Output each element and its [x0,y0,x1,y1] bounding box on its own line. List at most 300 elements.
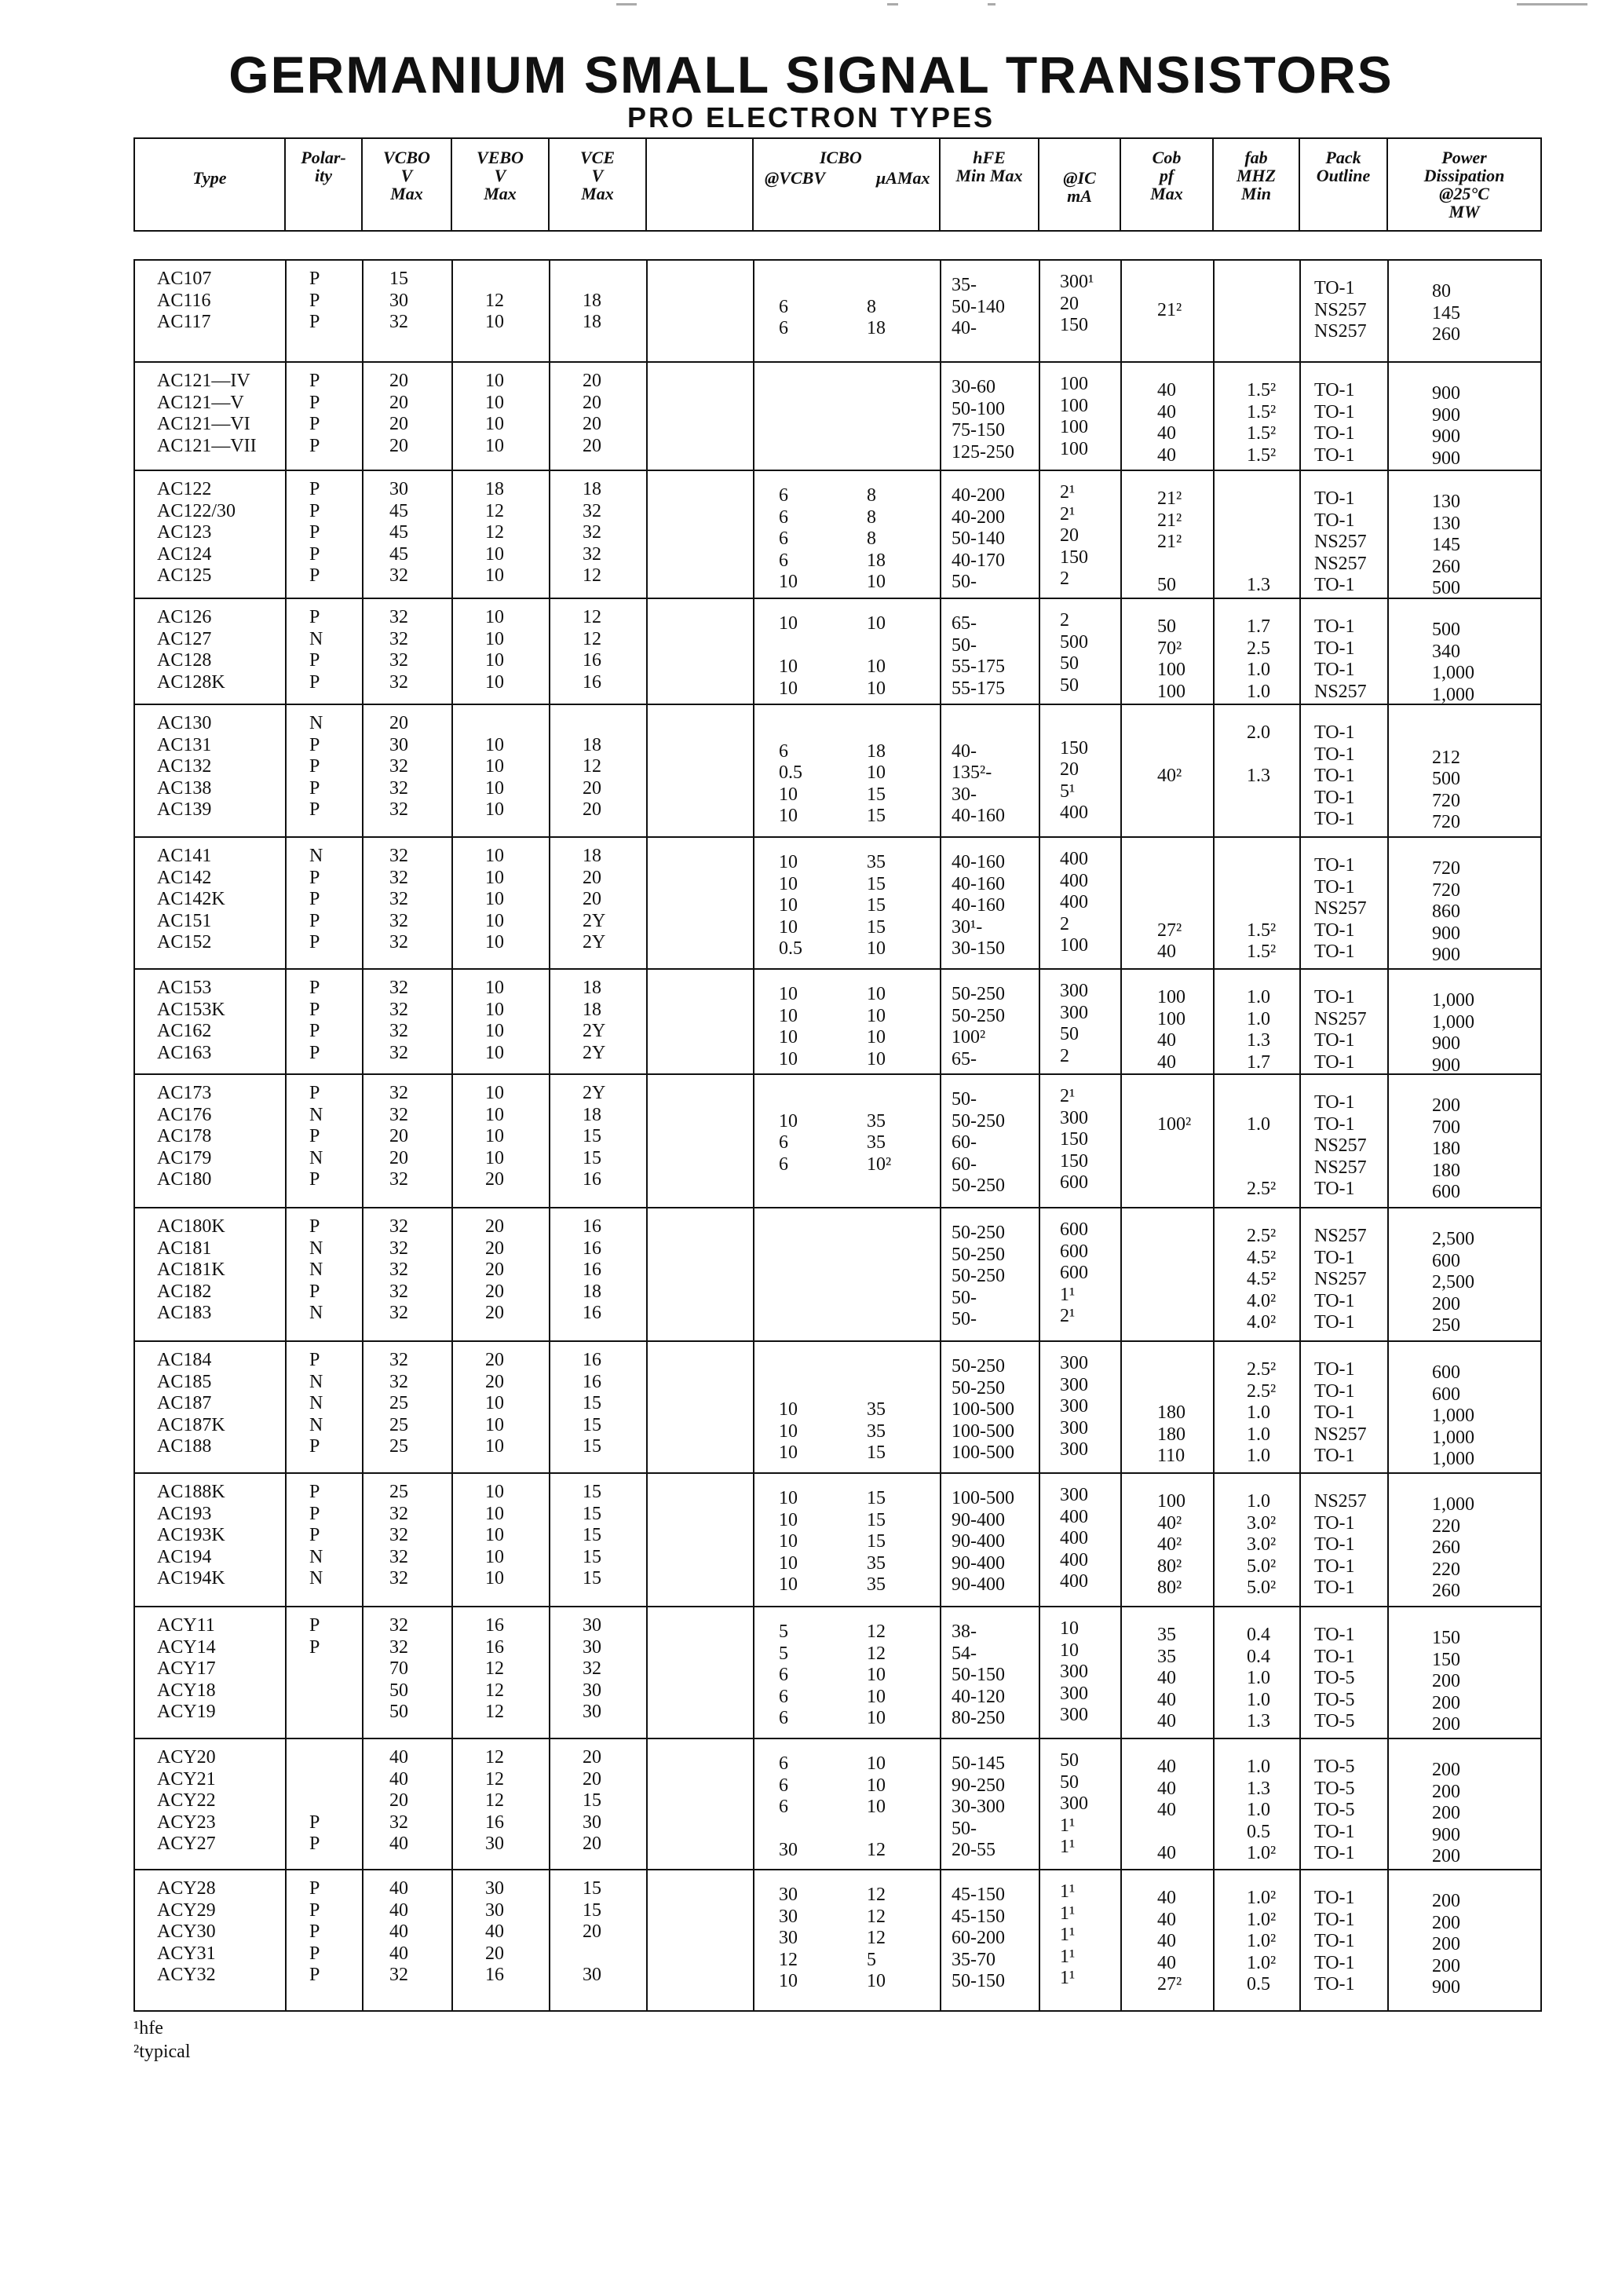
table-cell: 18 [867,550,886,571]
table-cell: 150 [1060,1129,1088,1150]
table-cell: 100 [1157,660,1185,680]
table-cell: P [309,1943,320,1964]
cell-vce [583,1615,601,1724]
table-cell: 30 [583,1615,601,1636]
table-cell: 30 [389,734,408,755]
table-cell: 600 [1060,1263,1088,1283]
cell-vebo [485,846,504,954]
cell-polarity [309,846,323,954]
table-cell: 35 [1157,1646,1176,1667]
cell-vce [583,1878,601,1987]
table-cell: 32 [583,500,601,521]
cell-vcbo [389,607,408,693]
table-cell: 6 [779,1775,788,1796]
table-cell: 21² [1157,488,1182,509]
header-line: Max [1150,184,1183,204]
table-cell: 1,000 [1432,663,1474,683]
table-cell [1432,726,1460,748]
table-cell: 10 [867,1005,886,1026]
table-cell: 200 [1432,1891,1460,1911]
cell-vcbo [389,713,408,821]
cell-power [1432,858,1460,967]
table-cell: 12 [583,565,601,586]
column-divider [285,261,287,2010]
table-cell: 40 [1157,423,1176,444]
table-cell: 30 [389,479,408,499]
table-cell: 2¹ [1060,1306,1076,1326]
table-cell: 300¹ [1060,272,1094,292]
cell-power [1432,281,1460,346]
table-cell: 50 [1157,575,1176,595]
table-cell: 20 [583,1747,601,1768]
table-cell: 16 [485,1812,504,1833]
cell-fab [1247,987,1270,1073]
table-cell: 30 [779,1885,798,1905]
header-line: μA [876,168,897,188]
table-cell: 32 [389,1083,408,1103]
table-cell: 80-250 [952,1708,1005,1728]
cell-vebo [485,1615,504,1724]
header-ic [1039,139,1121,230]
cell-hfe [952,1885,1005,1993]
table-cell: NS257 [1314,898,1367,919]
cell-cob [1157,1757,1176,1865]
footnote-hfe: ¹hfe [133,2018,163,2038]
table-cell: 10 [485,371,504,391]
table-cell: 20 [1060,293,1079,314]
table-cell: TO-1 [1314,1380,1355,1402]
table-cell: 6 [779,550,788,571]
table-cell: TO-1 [1314,919,1355,941]
table-cell: 400 [1060,849,1088,869]
table-cell: 10 [779,1488,798,1508]
table-cell: TO-1 [1314,766,1355,786]
table-cell: AC142K [157,889,225,909]
table-cell: 100-500 [952,1488,1014,1508]
table-cell: 40 [1157,1689,1176,1710]
cell-icbo [867,377,871,463]
cell-power [1432,1760,1460,1868]
table-cell [779,1266,784,1288]
table-cell: 50 [1060,1024,1079,1044]
cell-cob [1157,616,1185,703]
table-cell: ACY23 [157,1812,216,1833]
table-cell: 600 [1432,1182,1460,1202]
table-cell [1157,1135,1191,1157]
cell-ic [1060,1353,1088,1461]
table-cell: 180 [1157,1402,1185,1423]
table-cell: N [309,1568,323,1589]
table-cell: 10 [485,1083,504,1103]
cell-vcb [779,377,784,463]
table-cell: N [309,628,323,649]
table-cell: 10 [485,1147,504,1168]
table-cell: 20 [485,1281,504,1302]
table-cell [1247,532,1270,554]
table-cell: 12 [867,1906,886,1927]
table-cell: 32 [389,1812,408,1833]
table-cell: 200 [1432,1714,1460,1735]
cell-icbo [867,613,886,700]
table-cell: 30 [583,1680,601,1701]
cell-vebo [485,1350,504,1458]
cell-ic [1060,610,1088,696]
table-cell: P [309,1126,320,1146]
footnote-typical: ²typical [133,2042,191,2062]
cell-vcb [779,719,802,828]
cell-polarity [309,1747,320,1855]
table-cell [309,1747,320,1769]
table-cell: 0.5 [1247,1821,1270,1842]
table-cell: 1¹ [1060,1284,1076,1305]
table-cell: 400 [1060,803,1088,823]
cell-cob [1157,722,1182,831]
header-line: @IC [1063,168,1096,188]
table-cell: P [309,500,320,521]
table-cell: 1.5² [1247,919,1277,941]
table-cell: 40 [485,1921,504,1942]
cell-pack [1314,1757,1355,1865]
table-cell: 50- [952,1287,977,1308]
table-cell: 16 [485,1965,504,1985]
cell-icbo [867,1223,871,1331]
table-cell: 10 [485,777,504,799]
table-cell: 20 [1060,525,1079,546]
table-cell: TO-1 [1314,1359,1355,1380]
table-cell: 10 [485,889,504,909]
table-cell: 5¹ [1060,781,1076,802]
table-cell: P [309,1042,320,1063]
table-cell: P [309,1812,320,1833]
table-cell: P [309,777,320,799]
table-cell: ACY11 [157,1615,215,1636]
table-cell: 35- [952,275,977,295]
table-cell: 18 [583,479,601,499]
table-cell: 4.0² [1247,1290,1277,1311]
cell-polarity [309,1216,323,1325]
table-cell: 32 [389,756,408,777]
table-cell: 6 [779,1665,788,1685]
table-cell: AC163 [157,1042,212,1063]
table-cell: 50- [952,1089,977,1110]
cell-vcbo [389,978,408,1064]
table-cell: 600 [1432,1362,1460,1383]
table-cell: AC187K [157,1414,225,1435]
table-cell: 10 [485,435,504,456]
table-cell: NS257 [1314,1226,1367,1246]
table-cell [1247,809,1270,831]
cell-vcbo [389,846,408,954]
table-cell [485,269,504,291]
table-cell: 1.0 [1247,1800,1270,1820]
table-cell: 10 [485,1482,504,1502]
table-cell: 2Y [583,1083,606,1103]
table-cell: TO-5 [1314,1668,1355,1688]
table-cell [867,275,886,297]
table-cell: 1.3 [1247,766,1270,786]
table-cell: AC193K [157,1525,225,1545]
table-cell: NS257 [1314,321,1367,342]
table-cell: 2¹ [1060,482,1076,503]
cell-power [1432,620,1474,706]
table-cell: 12 [485,1768,504,1790]
group-divider [135,704,1540,705]
table-cell: 900 [1432,1824,1460,1845]
table-cell: 1.5² [1247,941,1277,962]
group-divider [135,598,1540,599]
table-cell: 30 [583,1965,601,1985]
table-cell: ACY22 [157,1790,216,1811]
table-cell [1157,1092,1191,1114]
table-cell: TO-5 [1314,1800,1355,1820]
table-cell: 10 [867,1797,886,1817]
cell-vebo [485,607,504,693]
column-divider [1213,261,1215,2010]
table-cell: 32 [389,978,408,998]
table-cell: 10 [867,1753,886,1774]
table-cell: 40 [389,1943,408,1964]
cell-polarity [309,1350,323,1458]
table-cell: TO-1 [1314,1446,1355,1466]
header-line: V [813,168,826,188]
cell-type [157,978,225,1064]
table-cell: P [309,392,320,413]
table-cell: 32 [389,312,408,332]
table-cell: 300 [1060,1793,1088,1814]
header-line: ity [315,166,332,186]
table-cell: 20 [583,392,601,413]
table-cell: 18 [583,978,601,998]
table-cell: 300 [1060,1485,1088,1505]
cell-ic [1060,272,1094,337]
cell-type [157,713,211,821]
table-cell [867,1245,871,1267]
table-cell: P [309,910,320,931]
group-divider [135,968,1540,970]
table-cell: 130 [1432,492,1460,512]
table-cell: 10 [867,613,886,634]
table-cell: 45 [389,500,408,521]
table-cell: 10 [779,1420,798,1442]
cell-pack [1314,855,1367,963]
cell-vce [583,1083,605,1191]
table-cell: 40-160 [952,873,1005,894]
table-cell: 1.0² [1247,1909,1277,1930]
table-cell: NS257 [1314,1491,1367,1512]
table-cell: 400 [1060,1506,1088,1527]
table-cell: 32 [389,846,408,866]
cell-power [1432,1229,1474,1337]
table-cell: 40 [1157,1952,1176,1973]
table-cell: 40- [952,318,977,338]
table-cell: 100 [1060,438,1088,459]
table-cell: P [309,932,320,952]
table-cell: N [309,1104,323,1125]
table-cell: 10 [485,671,504,693]
table-cell: ACY18 [157,1680,216,1701]
table-cell: 1¹ [1060,1946,1076,1967]
table-cell [1157,898,1182,920]
table-cell: 10 [779,572,798,592]
table-cell [867,399,871,421]
table-cell: AC185 [157,1371,212,1392]
table-cell: TO-1 [1314,1931,1355,1951]
table-cell: 70 [389,1658,408,1679]
table-cell: TO-1 [1314,941,1355,962]
table-cell: TO-1 [1314,1578,1355,1598]
table-cell: 27² [1157,919,1182,941]
table-cell: 10 [779,1531,798,1552]
table-cell: 10 [779,1399,798,1420]
table-cell: AC130 [157,713,212,733]
table-cell: 54- [952,1643,977,1664]
table-cell: AC187 [157,1393,212,1413]
table-cell: P [309,565,320,586]
table-cell: AC173 [157,1083,212,1103]
table-cell: AC183 [157,1303,212,1323]
table-cell: 50-250 [952,1356,1005,1377]
table-cell: 6 [779,1708,788,1728]
table-cell: 30-300 [952,1797,1005,1817]
table-cell: 10 [485,1503,504,1524]
table-cell: 2.5² [1247,1226,1277,1246]
table-cell: AC124 [157,543,212,565]
table-cell: 18 [583,1104,601,1125]
cell-ic [1060,482,1088,590]
cell-vcb [779,1223,784,1331]
table-cell: TO-1 [1314,1625,1355,1645]
table-cell: 50 [389,1680,408,1701]
table-cell: P [309,1436,320,1457]
table-cell: 6 [779,1753,788,1774]
table-cell: TO-1 [1314,787,1355,808]
table-cell: NS257 [1314,1157,1367,1178]
table-cell: 15 [867,806,886,826]
table-cell: AC182 [157,1281,212,1302]
cell-ic [1060,981,1088,1067]
table-cell [309,1790,320,1812]
table-cell: 2,500 [1432,1272,1474,1292]
header-hfe [941,139,1039,230]
cell-hfe [952,275,1005,340]
table-cell: P [309,1281,320,1302]
group-divider [135,1340,1540,1342]
table-cell [1157,1312,1162,1334]
table-cell: 1.0² [1247,1952,1277,1973]
table-cell: 150 [1060,547,1088,568]
table-cell: 15 [583,1503,601,1524]
table-cell: TO-1 [1314,1402,1355,1423]
cell-ic [1060,1881,1075,1990]
table-cell: 35 [867,1574,886,1595]
table-cell: 1,000 [1432,1494,1474,1515]
table-cell: 1¹ [1060,1903,1076,1924]
table-cell: TO-1 [1314,1312,1355,1333]
table-cell: 2.5² [1247,1359,1277,1380]
table-cell: ACY28 [157,1878,216,1899]
table-cell [779,1089,798,1111]
group-divider [135,470,1540,471]
table-cell: 8 [867,485,876,506]
table-cell: 32 [389,1021,408,1041]
table-cell: TO-1 [1314,423,1355,444]
column-divider [549,261,550,2010]
table-cell: AC125 [157,565,212,586]
table-cell: 16 [583,1216,601,1237]
table-cell: NS257 [1314,1008,1367,1029]
table-cell: 32 [389,1260,408,1280]
cell-power [1432,1891,1460,1999]
header-line: Outline [1316,166,1371,186]
table-cell: 2 [1060,610,1069,631]
table-cell: P [309,650,320,671]
table-cell: 900 [1432,923,1460,944]
table-cell: 10 [867,1686,886,1707]
table-cell: 32 [389,607,408,627]
table-cell [952,719,1005,741]
header-line: Power [1441,148,1487,167]
table-cell: 220 [1432,1515,1460,1537]
table-cell: TO-1 [1314,1821,1355,1842]
header-icbo [754,139,941,230]
header-line: @VCB [765,168,814,188]
table-cell: 75-150 [952,420,1005,441]
table-cell: 10 [867,572,886,592]
table-cell [309,1702,320,1724]
table-cell: 600 [1432,1250,1460,1271]
table-cell: 100 [1157,681,1185,702]
table-cell [779,635,798,657]
table-cell: P [309,435,320,456]
cell-polarity [309,371,320,457]
table-cell: AC184 [157,1350,212,1370]
table-cell: AC126 [157,607,212,627]
table-cell: 35 [867,1399,886,1420]
table-cell: ACY29 [157,1899,216,1921]
cell-icbo [867,1356,886,1464]
table-cell: AC152 [157,932,212,952]
cell-icbo [867,719,886,828]
table-cell [779,1356,798,1378]
table-cell: 15 [867,784,886,805]
table-cell: 200 [1432,1293,1460,1314]
table-cell: AC178 [157,1126,212,1146]
table-cell: TO-1 [1314,1888,1355,1908]
table-cell: 5 [779,1643,788,1664]
table-cell: 60- [952,1153,977,1175]
table-cell: AC153K [157,999,225,1020]
header-line: Type [192,168,227,188]
table-cell: ACY27 [157,1834,216,1854]
table-cell [867,1819,886,1841]
table-cell: 16 [485,1636,504,1658]
cell-hfe [952,852,1005,960]
table-cell: P [309,999,320,1020]
table-cell: 10 [779,1027,798,1047]
cell-fab [1247,1625,1270,1733]
table-cell: 18 [867,318,886,338]
table-cell: 40-170 [952,550,1005,571]
table-cell: 20 [583,1834,601,1854]
table-cell: N [309,1238,323,1259]
table-cell: 10 [779,678,798,699]
table-cell: 16 [583,1169,601,1190]
table-cell: 40 [1157,1711,1176,1731]
cell-power [1432,383,1460,470]
table-cell: 30 [779,1906,798,1927]
table-cell: 10 [485,978,504,998]
cell-type [157,479,236,587]
